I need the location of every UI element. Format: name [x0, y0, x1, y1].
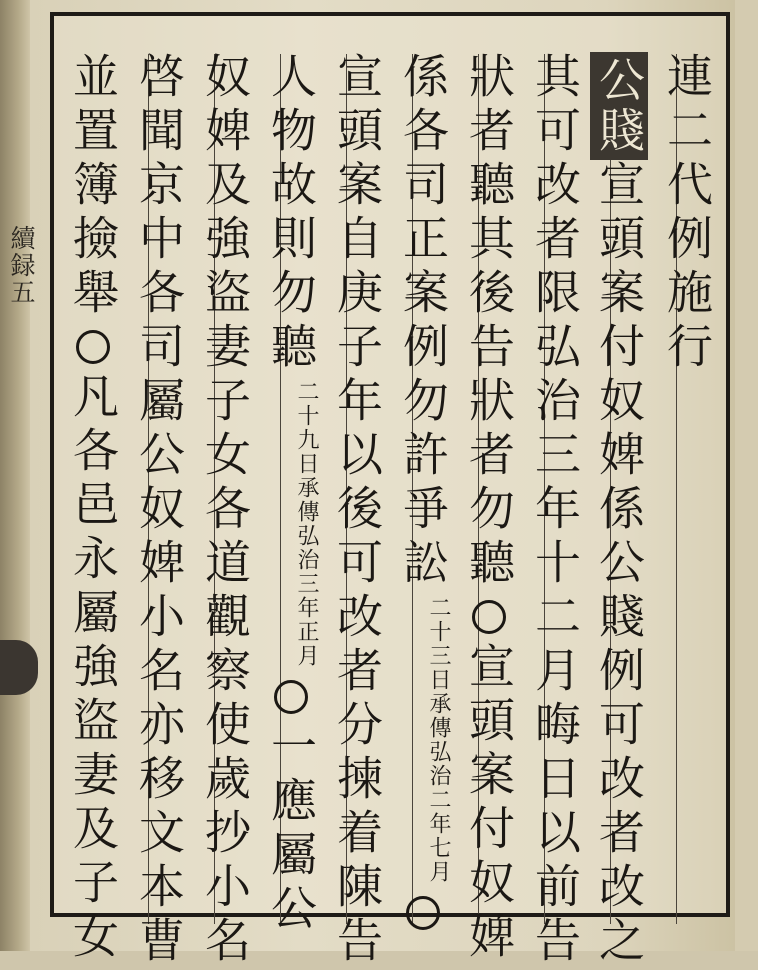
- column-text: 連二代例施行: [660, 52, 714, 376]
- text-column-10: [66, 52, 120, 966]
- column-text: 狀者聽其後告狀者勿聽: [462, 52, 516, 592]
- column-text: 並置簿撿舉: [66, 52, 120, 322]
- column-text: 人物故則勿聽: [264, 52, 318, 376]
- column-text: 其可改者限弘治三年十二月晦日以前告: [528, 52, 582, 970]
- annotation-note: [294, 380, 318, 668]
- text-column-8: [198, 52, 252, 970]
- section-badge: 公賤: [590, 52, 648, 160]
- text-column-4: [462, 52, 516, 966]
- column-text-after: 宣頭案付奴婢: [462, 642, 516, 966]
- circle-mark-icon: [472, 600, 506, 634]
- text-frame: [50, 12, 730, 970]
- text-column-6: [330, 52, 384, 970]
- note-left: 二十九日承傳: [294, 380, 319, 524]
- text-column-7: [264, 52, 318, 938]
- circle-mark-icon: [274, 680, 308, 714]
- text-column-9: [132, 52, 186, 970]
- column-text-after: 一應屬公: [264, 722, 318, 938]
- column-text: 宣頭案付奴婢係公賤例可改者改之: [592, 160, 646, 970]
- spine-label: 續録五: [7, 225, 36, 306]
- text-column-3: [528, 52, 582, 970]
- note-left: 二十三日承傳: [426, 596, 451, 740]
- next-page-edge: [735, 0, 758, 951]
- text-column-5: [396, 52, 450, 938]
- circle-mark-icon: [76, 330, 110, 364]
- text-column-1: [660, 52, 714, 376]
- note-right: 弘治三年正月: [294, 524, 319, 668]
- spine-tab: [0, 640, 38, 695]
- note-right: 弘治二年七月: [426, 740, 451, 884]
- book-spine: [0, 0, 30, 951]
- text-column-2: [594, 52, 648, 970]
- column-text: 啓聞京中各司屬公奴婢小名亦移文本曹: [132, 52, 186, 970]
- column-text-after: 凡各邑永屬強盜妻及子女: [66, 372, 120, 966]
- column-text: 係各司正案例勿許爭訟: [396, 52, 450, 592]
- annotation-note: [426, 596, 450, 884]
- column-text: 宣頭案自庚子年以後可改者分揀着陳告: [330, 52, 384, 970]
- circle-mark-icon: [406, 896, 440, 930]
- column-text: 奴婢及強盜妻子女各道觀察使歲抄小名: [198, 52, 252, 970]
